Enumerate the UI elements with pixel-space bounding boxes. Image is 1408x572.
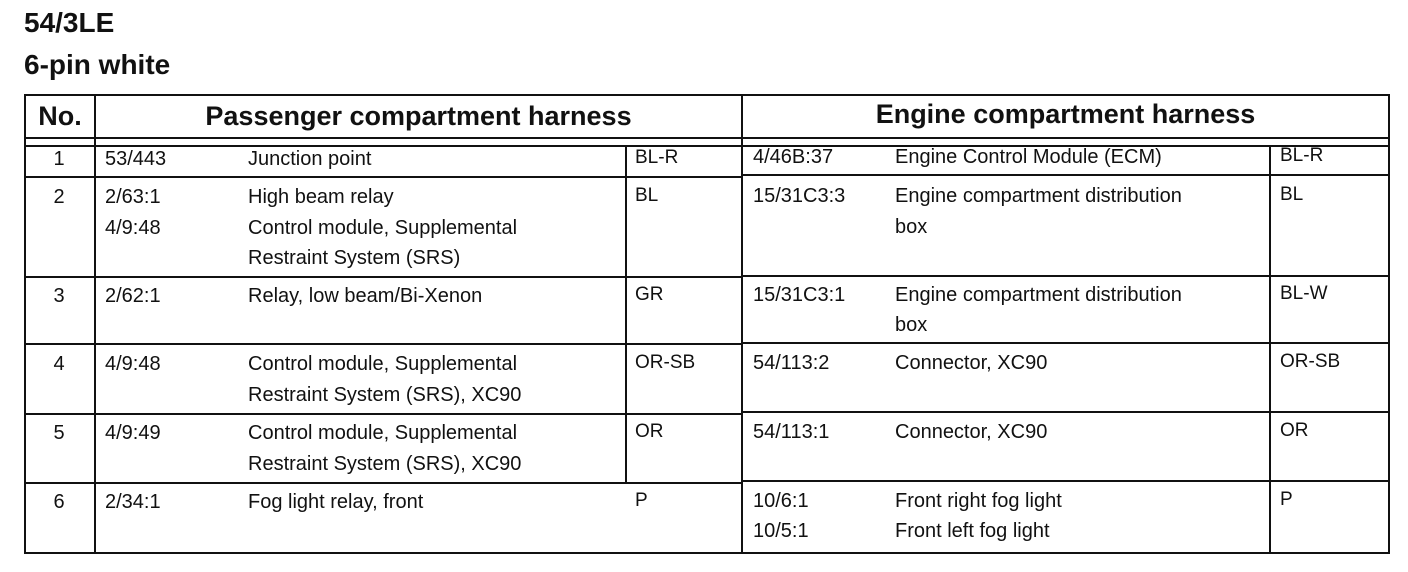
row-divider bbox=[24, 413, 742, 415]
row-divider bbox=[742, 342, 1390, 344]
engine-code: 10/6:1 bbox=[753, 490, 809, 512]
row-number: 2 bbox=[53, 186, 65, 208]
header-divider bbox=[24, 137, 1390, 139]
row-number: 3 bbox=[53, 285, 65, 307]
engine-desc: Connector, XC90 bbox=[895, 421, 1048, 443]
table-border-right bbox=[1388, 94, 1390, 554]
connector-subtitle: 6-pin white bbox=[24, 49, 171, 80]
engine-code: 54/113:2 bbox=[753, 352, 830, 374]
passenger-wire: BL bbox=[635, 185, 659, 206]
table-border-bottom bbox=[24, 552, 1390, 554]
engine-code: 10/5:1 bbox=[753, 520, 809, 542]
row-number: 4 bbox=[53, 353, 65, 375]
passenger-code: 53/443 bbox=[105, 148, 167, 170]
passenger-desc: Restraint System (SRS) bbox=[248, 247, 461, 269]
row-divider bbox=[24, 276, 742, 278]
passenger-desc: Relay, low beam/Bi-Xenon bbox=[248, 285, 483, 307]
passenger-wire: GR bbox=[635, 284, 664, 305]
passenger-desc: Junction point bbox=[248, 148, 372, 170]
header-passenger: Passenger compartment harness bbox=[205, 101, 632, 131]
wire-column-divider bbox=[625, 145, 627, 482]
passenger-desc: Control module, Supplemental bbox=[248, 217, 518, 239]
engine-wire: OR bbox=[1280, 420, 1309, 441]
engine-desc: Front right fog light bbox=[895, 490, 1062, 512]
engine-wire: BL-W bbox=[1280, 283, 1328, 304]
passenger-desc: High beam relay bbox=[248, 186, 394, 208]
row-divider bbox=[24, 343, 742, 345]
passenger-code: 4/9:49 bbox=[105, 422, 161, 444]
table-border-top bbox=[24, 94, 1390, 96]
header-divider bbox=[24, 145, 1390, 147]
passenger-wire: OR-SB bbox=[635, 352, 696, 373]
passenger-desc: Control module, Supplemental bbox=[248, 353, 518, 375]
passenger-desc: Restraint System (SRS), XC90 bbox=[248, 453, 522, 475]
engine-code: 4/46B:37 bbox=[753, 146, 834, 168]
engine-desc: Engine Control Module (ECM) bbox=[895, 146, 1162, 168]
passenger-wire: OR bbox=[635, 421, 664, 442]
engine-code: 15/31C3:3 bbox=[753, 185, 846, 207]
connector-title: 54/3LE bbox=[24, 7, 115, 38]
engine-wire: OR-SB bbox=[1280, 351, 1341, 372]
wire-column-divider bbox=[1269, 145, 1271, 552]
engine-wire: P bbox=[1280, 489, 1293, 510]
row-number: 6 bbox=[53, 491, 65, 513]
passenger-code: 4/9:48 bbox=[105, 353, 161, 375]
passenger-code: 4/9:48 bbox=[105, 217, 161, 239]
passenger-code: 2/34:1 bbox=[105, 491, 161, 513]
engine-desc: Engine compartment distribution bbox=[895, 185, 1182, 207]
row-divider bbox=[24, 482, 742, 484]
engine-code: 15/31C3:1 bbox=[753, 284, 846, 306]
row-divider bbox=[742, 480, 1390, 482]
passenger-wire: BL-R bbox=[635, 147, 679, 168]
row-divider bbox=[742, 411, 1390, 413]
engine-wire: BL-R bbox=[1280, 145, 1324, 166]
passenger-code: 2/63:1 bbox=[105, 186, 161, 208]
engine-desc: box bbox=[895, 216, 928, 238]
engine-wire: BL bbox=[1280, 184, 1304, 205]
engine-desc: Connector, XC90 bbox=[895, 352, 1048, 374]
passenger-wire: P bbox=[635, 490, 648, 511]
engine-desc: Engine compartment distribution bbox=[895, 284, 1182, 306]
row-number: 5 bbox=[53, 422, 65, 444]
passenger-desc: Control module, Supplemental bbox=[248, 422, 518, 444]
row-divider bbox=[24, 176, 742, 178]
passenger-code: 2/62:1 bbox=[105, 285, 161, 307]
row-divider bbox=[742, 174, 1390, 176]
engine-desc: Front left fog light bbox=[895, 520, 1050, 542]
passenger-desc: Restraint System (SRS), XC90 bbox=[248, 384, 522, 406]
engine-desc: box bbox=[895, 314, 928, 336]
header-engine: Engine compartment harness bbox=[875, 99, 1256, 129]
header-no: No. bbox=[38, 101, 82, 131]
row-divider bbox=[742, 275, 1390, 277]
passenger-desc: Fog light relay, front bbox=[248, 491, 424, 513]
engine-code: 54/113:1 bbox=[753, 421, 830, 443]
row-number: 1 bbox=[53, 148, 65, 170]
column-divider bbox=[94, 94, 96, 554]
column-divider bbox=[741, 94, 743, 554]
